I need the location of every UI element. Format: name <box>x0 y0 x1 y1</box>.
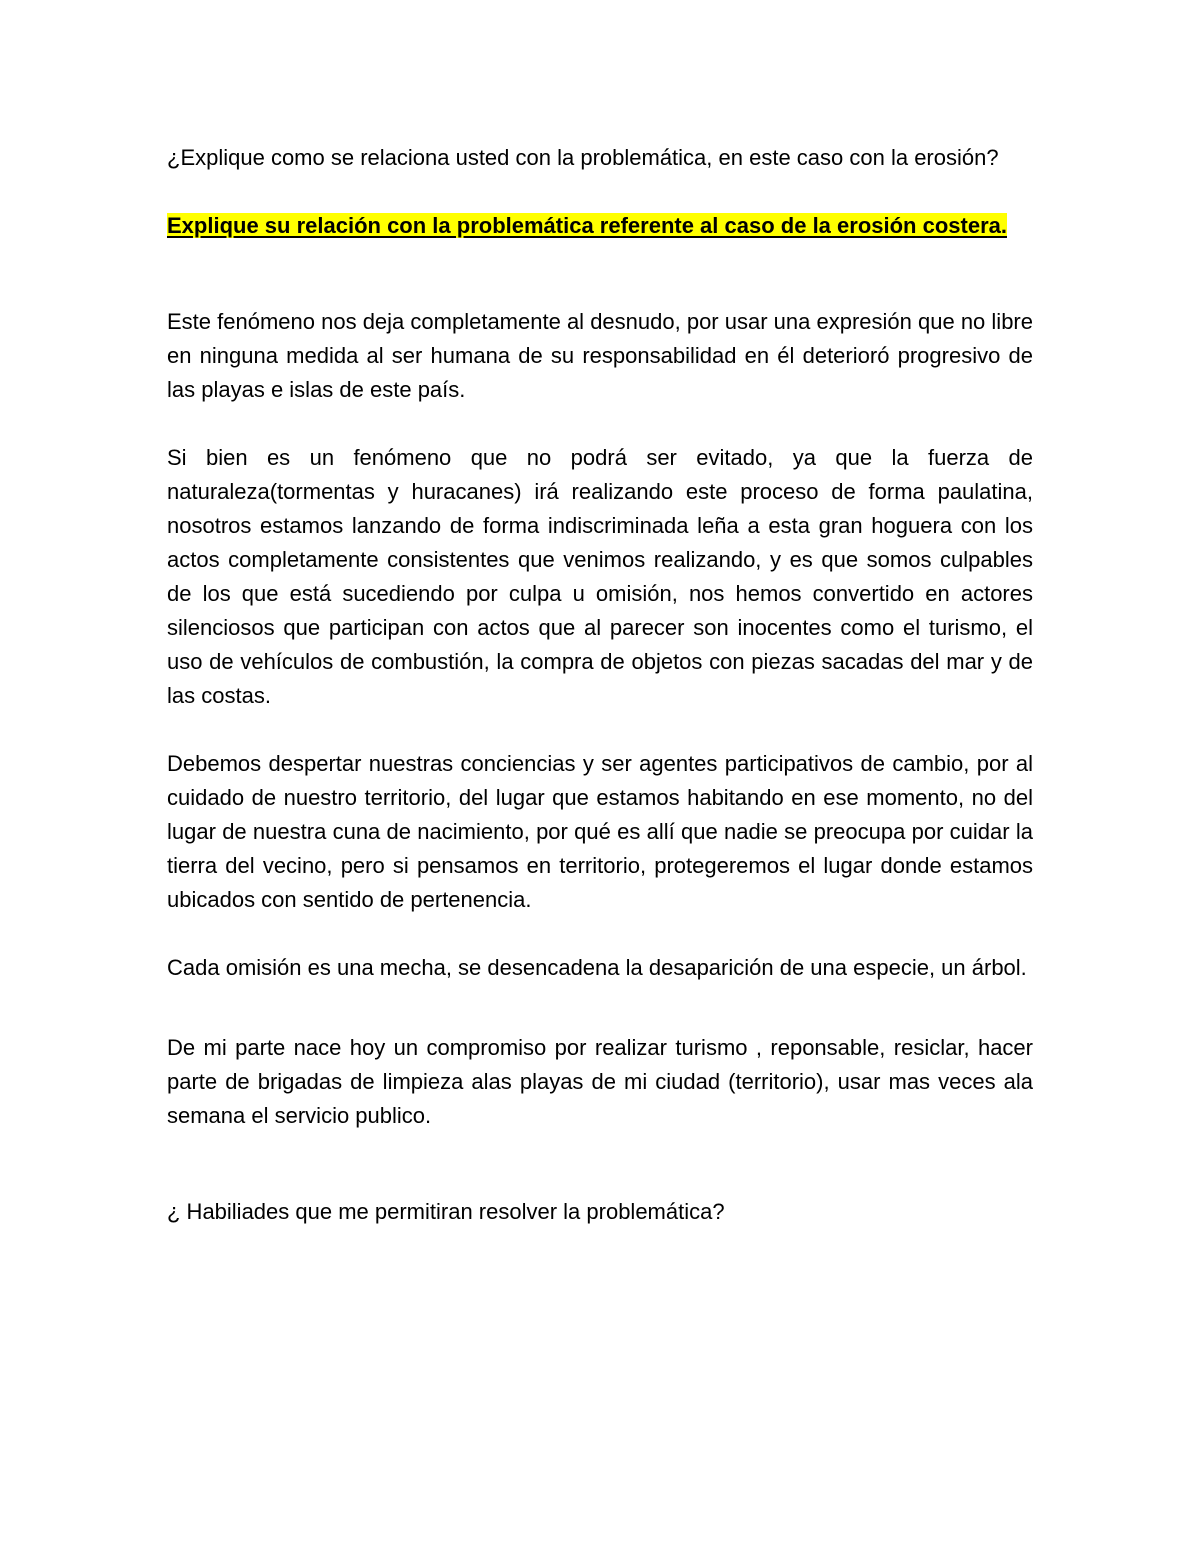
paragraph-3: Debemos despertar nuestras conciencias y ser agentes participativos de cambio, por al cuidado de nuestro territorio, del lugar que estamos habitando en ese momento, no del lugar de nuestra cuna de nacimiento, por qué es allí que nadie se preocupa por cuidar la tierra del vecino, pero si pensamos en territorio, protegeremos el lugar donde estamos ubicados con sentido de pertenencia. <box>167 751 1033 912</box>
document-body <box>167 141 1033 1229</box>
paragraph-4: Cada omisión es una mecha, se desencadena la desaparición de una especie, un árbol. <box>167 955 1027 980</box>
question-2: ¿ Habiliades que me permitiran resolver la problemática? <box>167 1199 725 1224</box>
paragraph-5: De mi parte nace hoy un compromiso por realizar turismo , reponsable, resiclar, hacer parte de brigadas de limpieza alas playas de mi ciudad (territorio), usar mas veces ala semana el servicio publico. <box>167 1035 1033 1128</box>
paragraph-1: Este fenómeno nos deja completamente al desnudo, por usar una expresión que no libre en ninguna medida al ser humana de su responsabilidad en él deterioró progresivo de las playas e islas de este país. <box>167 309 1033 402</box>
paragraph-2: Si bien es un fenómeno que no podrá ser evitado, ya que la fuerza de naturaleza(tormentas y huracanes) irá realizando este proceso de forma paulatina, nosotros estamos lanzando de forma indiscriminada leña a esta gran hoguera con los actos completamente consistentes que venimos realizando, y es que somos culpables de los que está sucediendo por culpa u omisión, nos hemos convertido en actores silenciosos que participan con actos que al parecer son inocentes como el turismo, el uso de vehículos de combustión, la compra de objetos con piezas sacadas del mar y de las costas. <box>167 445 1033 708</box>
highlighted-heading-line <box>167 209 1033 243</box>
highlighted-heading: Explique su relación con la problemática referente al caso de la erosión costera. <box>167 213 1007 238</box>
question-1: ¿Explique como se relaciona usted con la problemática, en este caso con la erosión? <box>167 145 999 170</box>
